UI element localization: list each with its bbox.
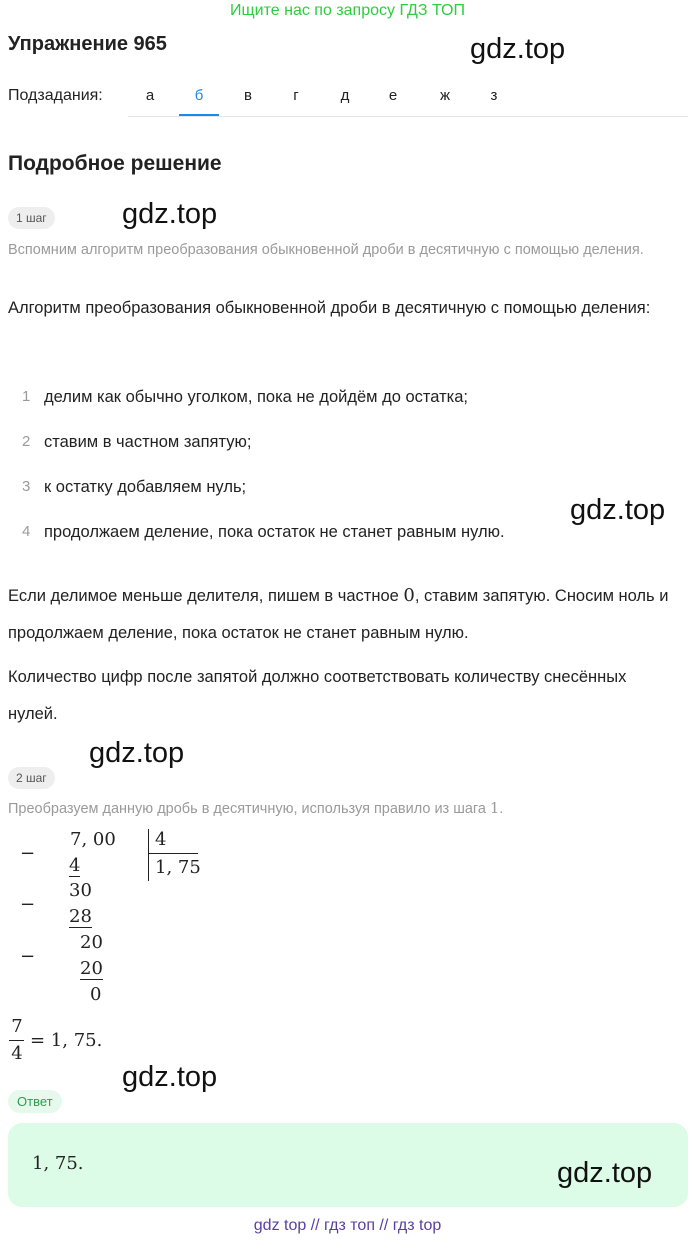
tab-a[interactable]: а [145, 87, 155, 104]
tab-g[interactable]: г [293, 87, 299, 104]
watermark: gdz.top [557, 1157, 653, 1189]
list-item-text: продолжаем деление, пока остаток не станет равным нулю. [44, 523, 505, 541]
list-item [22, 388, 30, 406]
step-badge: 2 шаг [8, 767, 55, 789]
rule-paragraph [8, 577, 688, 652]
watermark: gdz.top [470, 33, 566, 65]
tab-v[interactable]: в [244, 87, 252, 104]
promo-banner[interactable]: Ищите нас по запросу ГДЗ ТОП [230, 2, 465, 19]
remainder: 20 [80, 932, 103, 953]
division-bracket-horizontal [148, 853, 198, 854]
step-hint [8, 799, 678, 819]
watermark: gdz.top [122, 1061, 218, 1093]
page-title: Упражнение 965 [8, 33, 167, 55]
list-item-text: ставим в частном запятую; [44, 433, 252, 451]
footer-links[interactable]: gdz top // гдз топ // гдз top [253, 1217, 442, 1234]
list-number: 3 [22, 478, 31, 495]
section-title: Подробное решение [8, 152, 222, 175]
answer-badge: Ответ [8, 1090, 62, 1113]
divisor: 4 [155, 829, 167, 850]
fraction-numerator: 7 [11, 1016, 23, 1037]
list-number: 2 [22, 433, 31, 450]
tab-e[interactable]: е [388, 87, 398, 104]
dividend: 7, 00 [70, 829, 116, 850]
division-bracket-vertical [148, 829, 149, 881]
subtrahend: 4 [69, 855, 81, 876]
step-hint: Вспомним алгоритм преобразования обыкновенной дроби в десятичную с помощью деления. [8, 242, 644, 258]
math-zero: 0 [403, 585, 415, 606]
subtrahend: 28 [69, 906, 92, 927]
rule-text-start: Если делимое меньше делителя, пишем в частное [8, 587, 404, 605]
list-item [22, 433, 30, 451]
algorithm-intro: Алгоритм преобразования обыкновенной дроби в десятичную с помощью деления: [8, 299, 651, 317]
hint-text: Преобразуем данную дробь в десятичную, используя правило из шага [8, 801, 490, 817]
list-number: 4 [22, 523, 31, 540]
watermark: gdz.top [570, 494, 666, 526]
tab-z[interactable]: з [490, 87, 498, 104]
hint-period: . [499, 801, 504, 817]
list-item-text: к остатку добавляем нуль; [44, 478, 247, 496]
hint-step-number: 1 [489, 801, 500, 817]
final-remainder: 0 [90, 984, 102, 1005]
rule-text-end: , ставим запятую. Сносим ноль и продолжаем деление, пока остаток не станет равным нулю. [8, 587, 669, 642]
minus-sign: − [20, 946, 36, 967]
digits-paragraph: Количество цифр после запятой должно соответствовать количеству снесённых нулей. [8, 668, 627, 723]
subtrahend: 20 [80, 958, 103, 979]
fraction-denominator: 4 [11, 1043, 23, 1064]
tab-b[interactable]: б [179, 76, 219, 116]
subtasks-label: Подзадания: [8, 87, 103, 104]
answer-value: 1, 75. [32, 1153, 84, 1174]
remainder: 30 [69, 880, 92, 901]
watermark: gdz.top [122, 198, 218, 230]
list-item [22, 523, 30, 541]
list-item-text: делим как обычно уголком, пока не дойдём до остатка; [44, 388, 468, 406]
watermark: gdz.top [89, 737, 185, 769]
list-item [22, 478, 30, 496]
tab-d[interactable]: д [340, 87, 350, 104]
minus-sign: − [20, 894, 36, 915]
fraction-bar [9, 1040, 24, 1041]
quotient: 1, 75 [155, 857, 201, 878]
step-badge: 1 шаг [8, 207, 55, 229]
minus-sign: − [20, 843, 36, 864]
list-number: 1 [22, 388, 31, 405]
result-value: = 1, 75. [30, 1030, 103, 1051]
tab-zh[interactable]: ж [439, 87, 451, 104]
subtask-tabs [128, 76, 688, 117]
